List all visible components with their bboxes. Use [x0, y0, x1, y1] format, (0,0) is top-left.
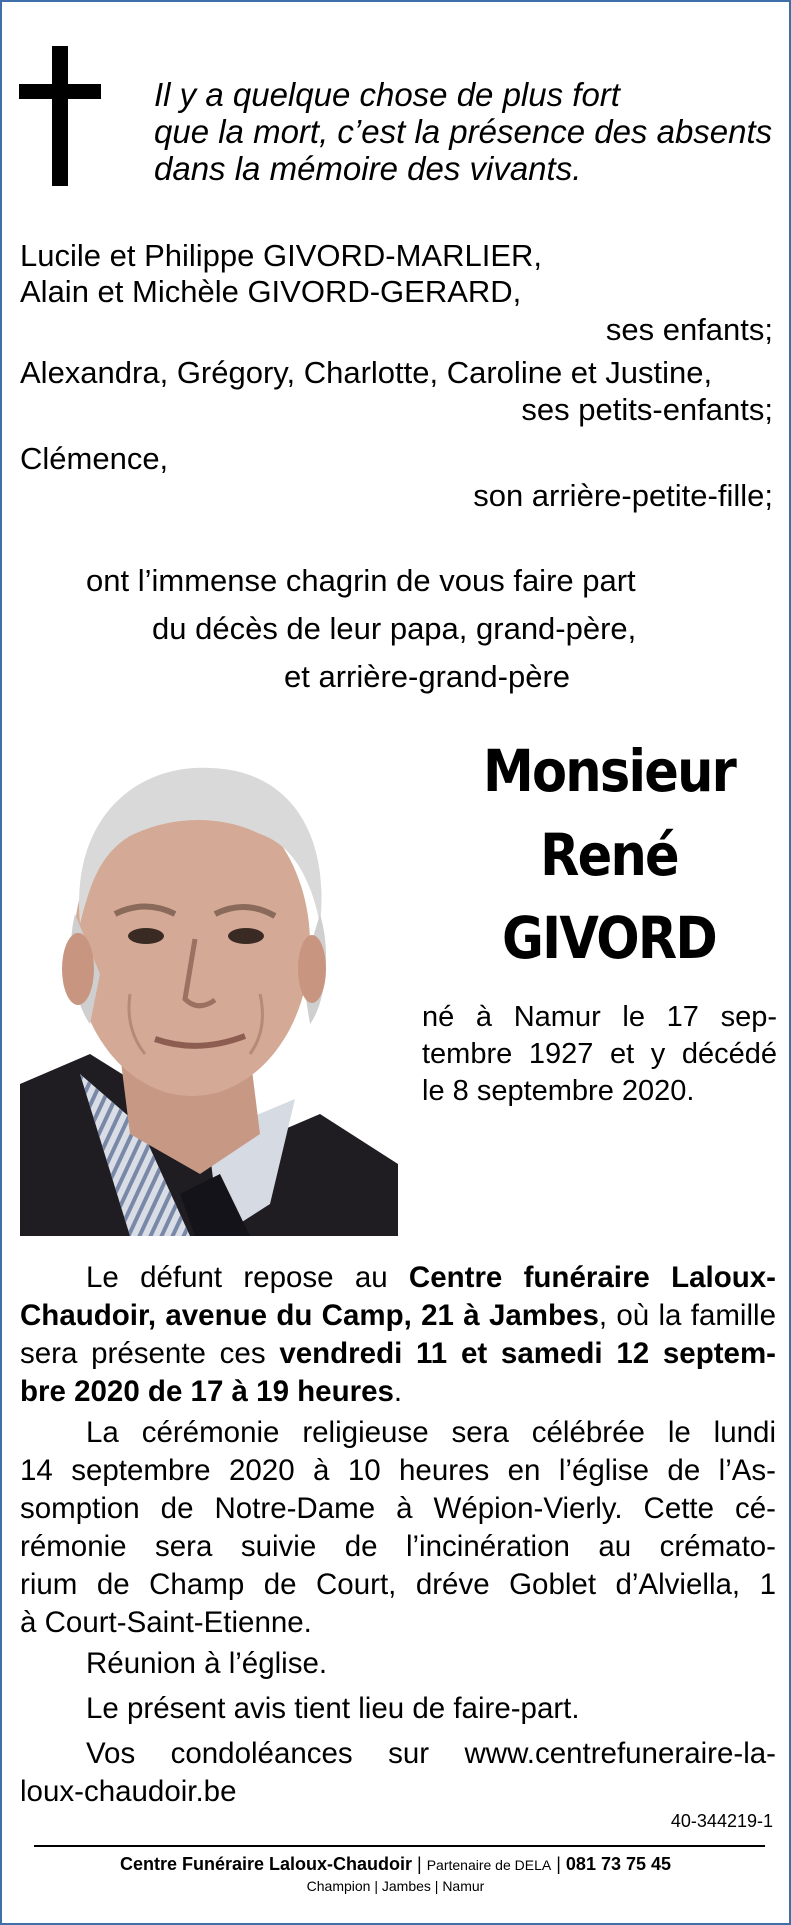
portrait-photo: [20, 754, 398, 1236]
greatgrandchild-line: Clémence,: [20, 441, 169, 476]
birth-death-line: tembre 1927 et y décédé: [422, 1038, 777, 1070]
quote-line: Il y a quelque chose de plus fort: [154, 76, 620, 113]
memorial-quote: [154, 76, 784, 187]
birth-death-line: né à Namur le 17 sep-: [422, 1001, 777, 1033]
footer-company-line: Centre Funéraire Laloux-Chaudoir | Partenaire de DELA | 081 73 75 45: [119, 1854, 672, 1874]
body-paragraph-line: Réunion à l’église.: [86, 1647, 328, 1680]
greatgrandchild-role: son arrière-petite-fille;: [473, 478, 773, 513]
grandchildren-line: Alexandra, Grégory, Charlotte, Caroline et Justine,: [20, 355, 713, 390]
body-paragraph-line: Chaudoir, avenue du Camp, 21 à Jambes, où la famille: [20, 1299, 777, 1332]
body-paragraph-line: La cérémonie religieuse sera célébrée le lundi: [86, 1416, 776, 1449]
quote-line: dans la mémoire des vivants.: [154, 150, 582, 187]
body-paragraph-line: rémonie sera suivie de l’incinération au crémato-: [20, 1530, 776, 1563]
reference-number: 40-344219-1: [670, 1811, 773, 1831]
announcement-line: et arrière-grand-père: [284, 659, 571, 694]
company-name: Centre Funéraire Laloux-Chaudoir: [119, 1854, 413, 1874]
children-line: Alain et Michèle GIVORD-GERARD,: [20, 274, 522, 309]
body-paragraph-line: bre 2020 de 17 à 19 heures.: [20, 1375, 403, 1408]
body-paragraph-line: 14 septembre 2020 à 10 heures en l’église de l’As-: [20, 1454, 776, 1487]
deceased-title: Monsieur: [482, 737, 736, 805]
birth-death-line: le 8 septembre 2020.: [422, 1075, 695, 1107]
body-paragraph-line: Le défunt repose au Centre funéraire Laloux-: [86, 1261, 776, 1294]
announcement-line: du décès de leur papa, grand-père,: [152, 611, 637, 646]
deceased-last-name: GIVORD: [501, 904, 716, 972]
footer-divider: [34, 1845, 765, 1847]
condolences-line: Vos condoléances sur www.centrefuneraire-la-: [86, 1737, 776, 1770]
body-paragraph-line: à Court-Saint-Etienne.: [20, 1606, 312, 1639]
partner-text: Partenaire de DELA: [426, 1857, 552, 1873]
quote-line: que la mort, c’est la présence des absents: [154, 113, 773, 150]
deceased-first-name: René: [540, 821, 678, 889]
children-role: ses enfants;: [605, 312, 773, 347]
announcement-line: ont l’immense chagrin de vous faire part: [86, 563, 636, 598]
children-line: Lucile et Philippe GIVORD-MARLIER,: [20, 238, 543, 273]
body-paragraph-line: somption de Notre-Dame à Wépion-Vierly. Cette cé-: [20, 1492, 776, 1525]
footer-locations: Champion | Jambes | Namur: [306, 1878, 485, 1894]
condolences-line: loux-chaudoir.be: [20, 1775, 237, 1808]
body-paragraph-line: sera présente ces vendredi 11 et samedi 12 septem-: [20, 1337, 776, 1370]
phone-number: 081 73 75 45: [565, 1854, 672, 1874]
body-paragraph-line: Le présent avis tient lieu de faire-part.: [86, 1692, 580, 1725]
body-paragraph-line: rium de Champ de Court, dréve Goblet d’Alviella, 1: [20, 1568, 776, 1601]
grandchildren-role: ses petits-enfants;: [521, 392, 773, 427]
